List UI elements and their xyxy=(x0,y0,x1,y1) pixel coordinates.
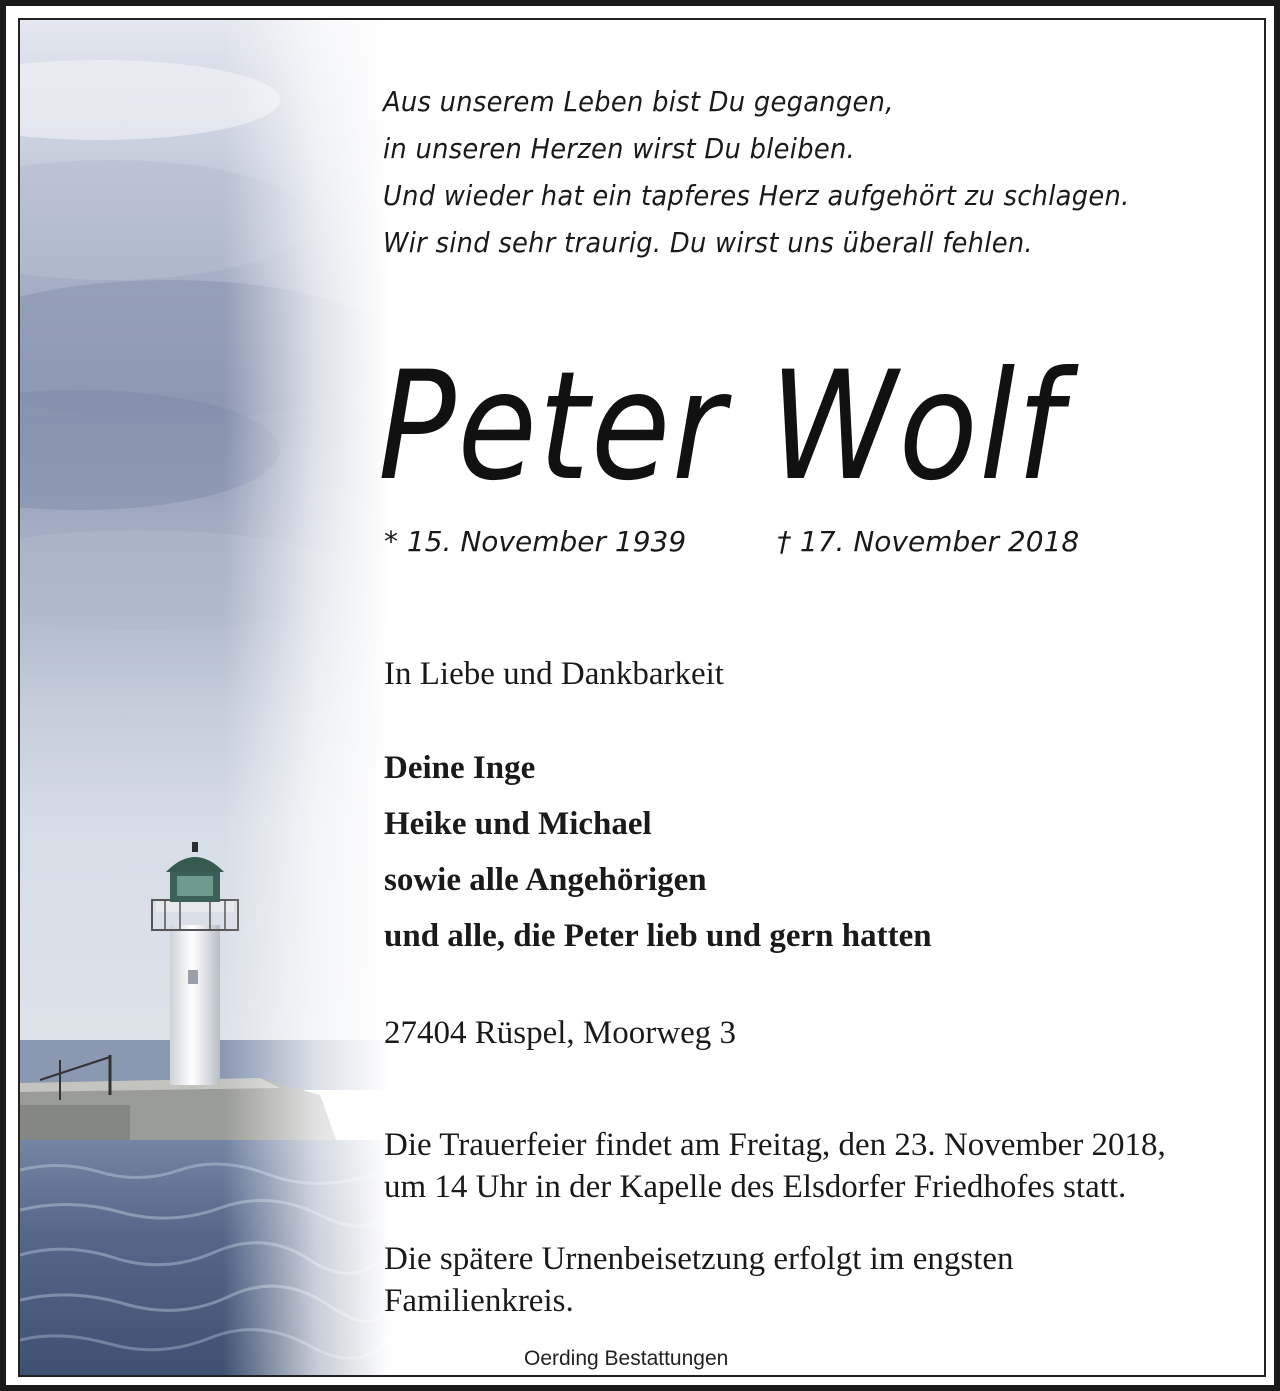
ceremony-line: um 14 Uhr in der Kapelle des Elsdorfer Friedhofes statt. xyxy=(384,1169,1127,1205)
birth-date: * 15. November 1939 xyxy=(384,525,687,558)
death-date: † 17. November 2018 xyxy=(777,525,1080,558)
thanks-line: In Liebe und Dankbarkeit xyxy=(384,656,724,692)
address: 27404 Rüspel, Moorweg 3 xyxy=(384,1015,736,1051)
notice-text xyxy=(20,20,1264,1375)
mourners xyxy=(384,740,932,964)
ceremony-info xyxy=(384,1124,1166,1208)
urn-line: Die spätere Urnenbeisetzung erfolgt im engsten xyxy=(384,1241,1014,1277)
poem-line: in unseren Herzen wirst Du bleiben. xyxy=(383,132,856,165)
mourner-line: sowie alle Angehörigen xyxy=(384,862,707,898)
urn-line: Familienkreis. xyxy=(384,1283,574,1319)
notice-inner-frame xyxy=(18,18,1266,1377)
mourner-line: Heike und Michael xyxy=(384,806,652,842)
ceremony-line: Die Trauerfeier findet am Freitag, den 23. November 2018, xyxy=(384,1127,1166,1163)
deceased-name: Peter Wolf xyxy=(378,340,1065,514)
poem-line: Und wieder hat ein tapferes Herz aufgehört zu schlagen. xyxy=(383,179,1130,212)
mourner-line: Deine Inge xyxy=(384,750,536,786)
poem-line: Wir sind sehr traurig. Du wirst uns überall fehlen. xyxy=(383,226,1033,259)
urn-burial-info xyxy=(384,1238,1014,1322)
mourner-line: und alle, die Peter lieb und gern hatten xyxy=(384,918,932,954)
undertaker-credit: Oerding Bestattungen xyxy=(524,1347,729,1370)
poem-line: Aus unserem Leben bist Du gegangen, xyxy=(383,85,894,118)
poem xyxy=(383,78,1130,266)
